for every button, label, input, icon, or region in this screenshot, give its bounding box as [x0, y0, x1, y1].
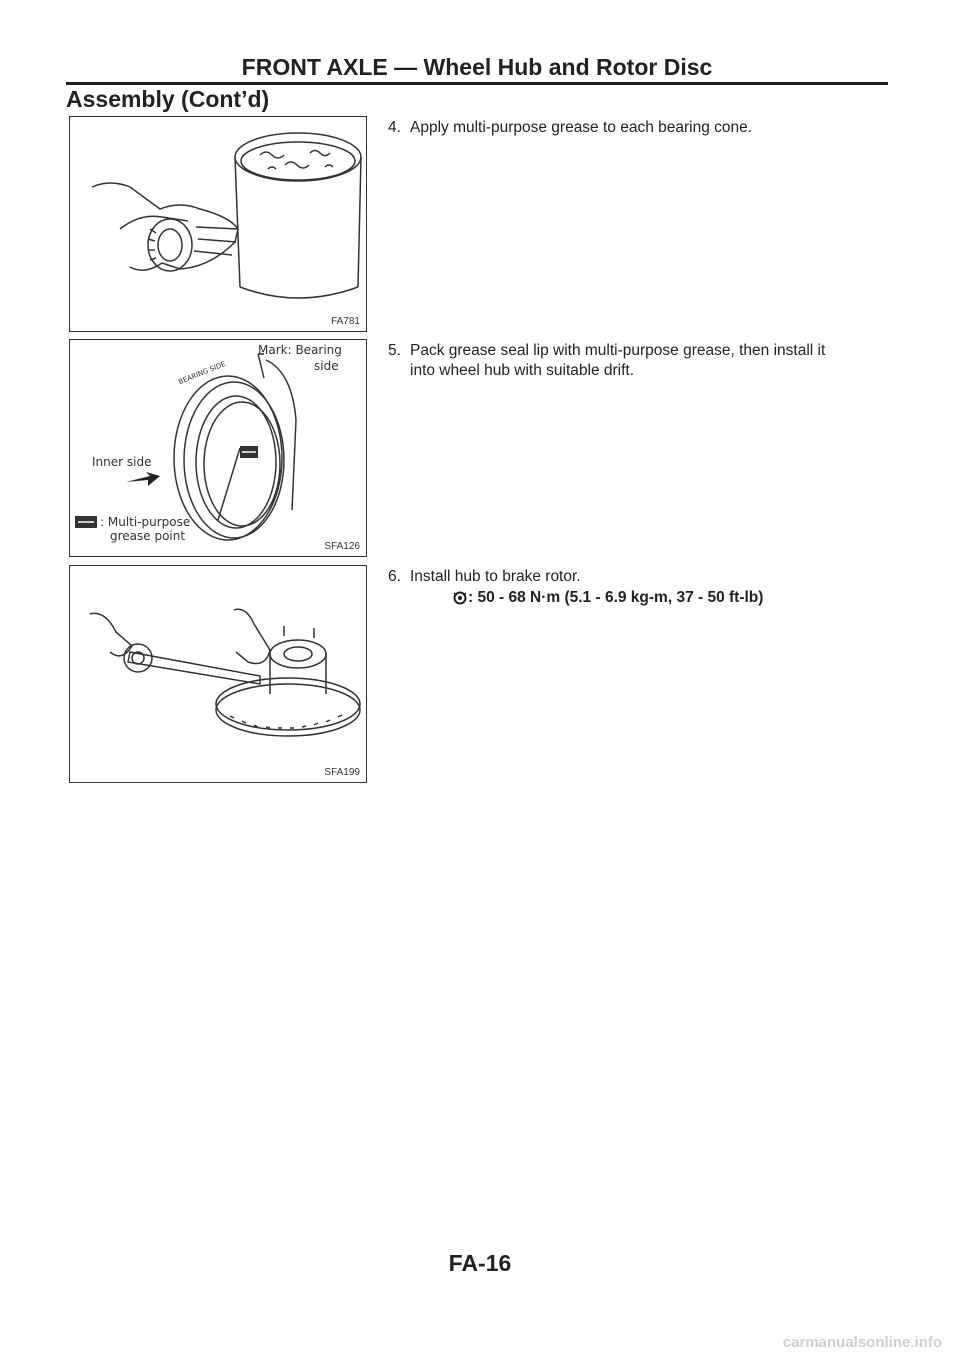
page-number: FA-16 [448, 1250, 512, 1276]
figure-label: SFA199 [324, 767, 360, 778]
step-text: Apply multi-purpose grease to each bearing cone. [410, 119, 753, 136]
watermark: carmanualsonline.info [782, 1334, 942, 1351]
legend-line-2: grease point [110, 529, 186, 543]
page-header [66, 54, 888, 113]
step-text: Install hub to brake rotor. [410, 568, 581, 585]
grease-point-icon [75, 516, 97, 528]
figure-sfa126 [69, 339, 367, 557]
step-number: 5. [388, 342, 401, 359]
section-subtitle: Assembly (Cont’d) [66, 86, 270, 112]
torque-wrench-icon [452, 590, 468, 606]
hub-rotor-install-illustration [70, 566, 366, 782]
section-title: FRONT AXLE — Wheel Hub and Rotor Disc [66, 54, 888, 85]
callout-mark-label: Mark: Bearing [258, 343, 342, 357]
inner-side-label: Inner side [92, 455, 152, 469]
step-5 [388, 341, 888, 381]
callout-side-label: side [314, 359, 339, 373]
grease-bearing-illustration [70, 117, 366, 331]
grease-seal-illustration [70, 340, 366, 556]
legend-line-1: : Multi-purpose [100, 515, 191, 529]
step-text: Pack grease seal lip with multi-purpose grease, then install it [410, 342, 826, 359]
grease-point-icon [240, 446, 258, 458]
figure-fa781 [69, 116, 367, 332]
torque-spec [452, 588, 763, 608]
figure-label: SFA126 [324, 541, 360, 552]
step-6 [388, 567, 888, 587]
figure-label: FA781 [331, 316, 360, 327]
step-text-continued: into wheel hub with suitable drift. [410, 362, 635, 379]
bearing-side-text: BEARING SIDE [177, 359, 227, 387]
step-number: 6. [388, 568, 401, 585]
step-4 [388, 118, 888, 138]
torque-value: : 50 - 68 N·m (5.1 - 6.9 kg-m, 37 - 50 ft-lb) [468, 589, 764, 606]
step-number: 4. [388, 119, 401, 136]
figure-sfa199 [69, 565, 367, 783]
